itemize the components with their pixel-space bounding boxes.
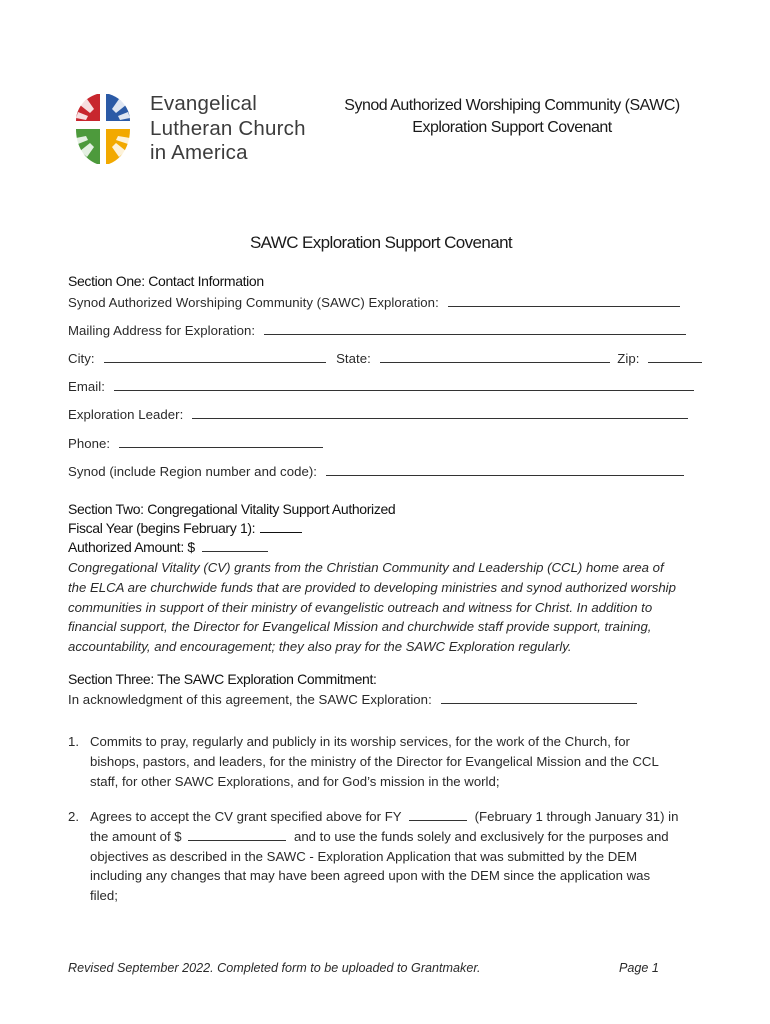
logo-red-segments [76,94,100,121]
elca-logo [70,91,136,167]
acknowledgment-field [68,691,637,707]
section-three-heading: Section Three: The SAWC Exploration Commitment: [68,671,377,687]
org-name-line: Evangelical [150,92,258,115]
list-number: 2. [68,809,79,824]
city-input[interactable] [104,350,326,363]
field-label: Phone: [68,436,111,451]
list-line: objectives as described in the SAWC - Exploration Application that was submitted by the DEM [90,848,638,864]
footer-revision-note: Revised September 2022. Completed form to be uploaded to Grantmaker. [68,961,481,975]
list-line: staff, for other SAWC Explorations, and for God’s mission in the world; [90,773,500,789]
exploration-leader-input[interactable] [192,406,688,419]
field-label: Email: [68,379,105,394]
logo-gold-segments [106,129,130,164]
email-field [68,378,694,394]
description-line: the ELCA are churchwide funds that are provided to developing ministries and synod authorized worship [68,579,676,595]
cv-grant-description [68,558,708,657]
list-body [90,807,678,906]
description-line: communities in support of their ministry of evangelistic outreach and witness for Christ. In addition to [68,599,653,615]
list-body [90,732,659,791]
doc-title-line: Exploration Support Covenant [412,119,612,136]
doc-title-line: Synod Authorized Worshiping Community (SAWC) [344,97,680,114]
description-line: accountability, and encouragement; they also pray for the SAWC Exploration regularly. [68,639,572,655]
synod-field [68,463,684,479]
fy-input[interactable] [409,808,467,821]
section-one-heading: Section One: Contact Information [68,273,264,289]
list-text: and to use the funds solely and exclusively for the purposes and [294,828,669,844]
list-line: bishops, pastors, and leaders, for the ministry of the Director for Evangelical Mission and the CCL [90,753,659,769]
authorized-amount-label: Authorized Amount: $ [68,539,195,555]
synod-input[interactable] [326,463,684,476]
grant-amount-input[interactable] [188,828,286,841]
acknowledgment-label: In acknowledgment of this agreement, the SAWC Exploration: [68,692,432,707]
mailing-address-input[interactable] [264,322,686,335]
fiscal-year-input[interactable] [260,520,302,533]
org-name-line: in America [150,141,248,164]
field-label: Exploration Leader: [68,407,184,422]
document-title [330,95,694,139]
fiscal-year-field [68,520,302,536]
list-number: 1. [68,734,79,749]
fiscal-year-label: Fiscal Year (begins February 1): [68,520,256,536]
city-label: City: [68,351,95,366]
section-two-heading: Section Two: Congregational Vitality Support Authorized [68,501,396,517]
list-line: Commits to pray, regularly and publicly in its worship services, for the work of the Church, for [90,734,630,749]
email-input[interactable] [114,378,694,391]
list-text: (February 1 through January 31) in [474,809,679,824]
logo-green-segments [76,129,100,164]
logo-blue-segments [106,94,130,121]
field-label: Mailing Address for Exploration: [68,323,256,338]
list-line: including any changes that may have been agreed upon with the DEM since the application was [90,868,651,884]
page-number: Page 1 [619,961,659,975]
exploration-leader-field [68,406,688,422]
phone-field [68,435,323,451]
state-label: State: [336,351,371,366]
covenant-heading: SAWC Exploration Support Covenant [249,233,513,252]
org-name-line: Lutheran Church [150,116,306,140]
authorized-amount-field [68,539,268,555]
description-line: Congregational Vitality (CV) grants from the Christian Community and Leadership (CCL) home area of [68,560,664,575]
phone-input[interactable] [119,435,323,448]
list-text: the amount of $ [90,828,182,844]
acknowledgment-input[interactable] [441,691,637,704]
zip-input[interactable] [648,350,702,363]
list-line [90,827,678,847]
zip-label: Zip: [617,351,640,366]
list-line: filed; [90,888,118,904]
field-label: Synod Authorized Worshiping Community (SAWC) Exploration: [68,295,439,310]
sawc-exploration-input[interactable] [448,294,680,307]
city-state-zip-row [68,350,702,366]
authorized-amount-input[interactable] [202,539,268,552]
description-line: financial support, the Director for Evangelical Mission and churchwide staff provide support, training, [68,619,652,635]
state-input[interactable] [380,350,610,363]
mailing-address-field [68,322,686,338]
list-text: Agrees to accept the CV grant specified above for FY [90,809,402,824]
organization-name [150,92,306,166]
list-line [90,807,678,827]
sawc-exploration-field [68,294,680,310]
field-label: Synod (include Region number and code): [68,464,318,479]
